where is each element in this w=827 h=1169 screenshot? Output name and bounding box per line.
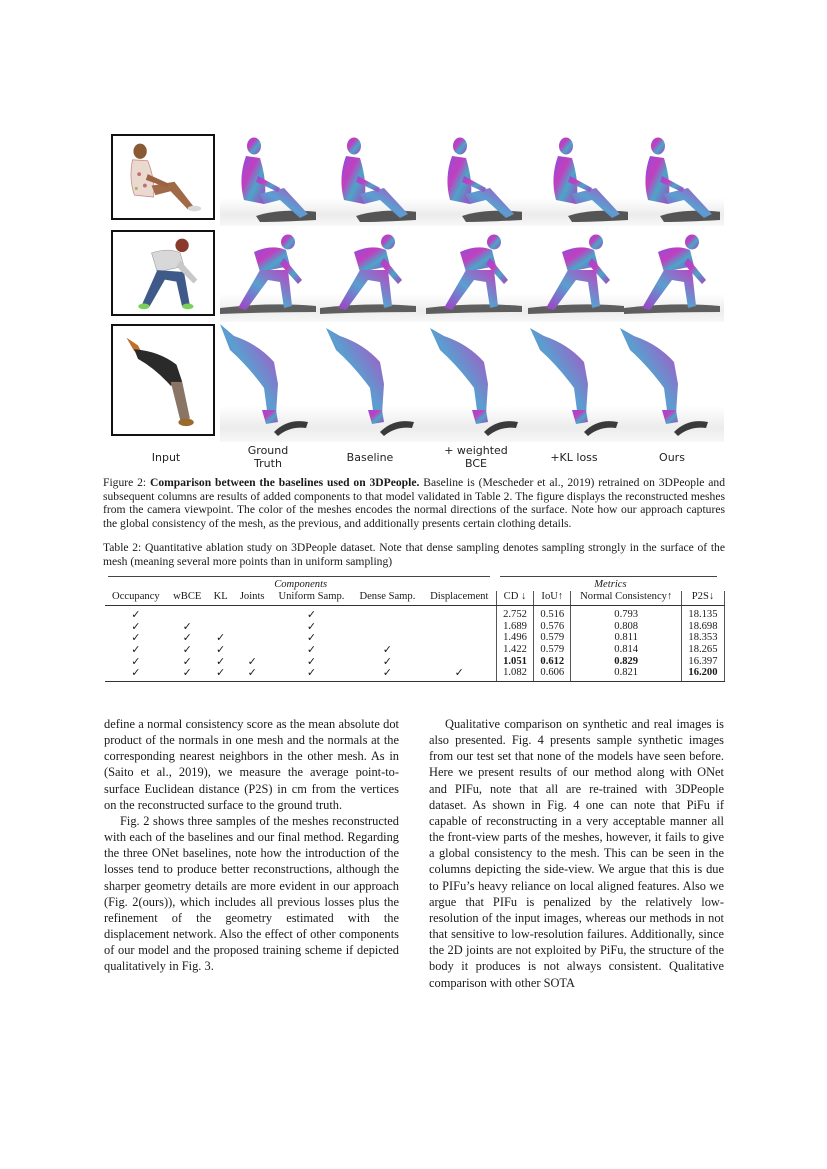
mesh-weighted-bce-sitting <box>426 132 522 226</box>
check-icon: ✓ <box>182 619 192 633</box>
mesh-ground-truth-sitting <box>220 132 316 226</box>
metric-cell: 1.082 <box>496 667 533 681</box>
mesh-ground-truth-diving <box>218 322 314 442</box>
input-image-sitting <box>111 134 215 220</box>
empty-cell <box>352 606 423 621</box>
check-icon: ✓ <box>216 642 226 656</box>
column-header: Normal Consistency↑ <box>571 591 681 606</box>
metric-cell: 1.051 <box>496 656 533 668</box>
check-icon: ✓ <box>131 608 141 622</box>
check-icon: ✓ <box>131 631 141 645</box>
table-row <box>105 621 725 633</box>
check-icon: ✓ <box>306 654 317 668</box>
column-header: CD ↓ <box>496 591 533 606</box>
figure-row-crouching <box>108 228 724 322</box>
metric-cell: 1.689 <box>496 621 533 633</box>
metric-cell: 0.579 <box>534 644 571 656</box>
body-left-column <box>104 716 399 975</box>
figure-2 <box>108 132 724 472</box>
label-ours: Ours <box>659 451 685 464</box>
paragraph: Qualitative comparison on synthetic and real images is also presented. Fig. 4 presents sample synthetic images from our test set that none of the models have seen before. Here we present results of our method along with ONet and PIFu, note that all are re-trained with 3DPeople dataset. As shown in Fig. 4 one can note that PiFu if capable of reconstructing in a very acceptable manner all the front-view parts of the meshes, however, it fails to give a global consistency to the mesh. This can be seen in the columns depicting the side-view. We argue that this is due to PIFu’s heavy reliance on local aligned features. Also we argue that PIFu is penalized by the relatively low-resolution of the input images, whereas our methods in not that sensitive to low-resolution failures. Additionally, since the 2D joints are not exploited by PiFu, the structure of the body it produces is not always consistent. Qualitative comparison with other SOTA <box>429 717 724 990</box>
table-row <box>105 606 725 621</box>
metric-cell: 18.353 <box>681 632 724 644</box>
check-icon: ✓ <box>382 642 393 656</box>
check-icon: ✓ <box>306 642 317 656</box>
check-icon: ✓ <box>216 654 226 668</box>
table-row <box>105 632 725 644</box>
figure-caption: Figure 2: Comparison between the baselines used on 3DPeople. Baseline is (Mescheder et al., 2019) retrained on 3DPeople and subsequent columns are results of added components to that model validated in Table 2. The figure displays the reconstructed meshes from the camera viewpoint. The color of the meshes encodes the normal directions of the surface. Note how our approach captures the global consistency of the mesh, as the previous, and additionally presents certain clothing details. <box>103 476 726 530</box>
mesh-baseline-sitting <box>320 132 416 226</box>
empty-cell <box>234 606 271 621</box>
metric-cell: 0.821 <box>571 667 681 681</box>
label-input: Input <box>151 451 181 464</box>
metric-cell: 1.496 <box>496 632 533 644</box>
check-icon: ✓ <box>352 667 423 681</box>
metric-cell: 0.606 <box>534 667 571 681</box>
metric-cell: 16.200 <box>681 667 724 681</box>
metric-cell: 0.516 <box>534 606 571 621</box>
group-header-components: Components <box>274 579 328 590</box>
empty-cell <box>167 606 208 621</box>
ablation-table <box>105 576 725 682</box>
mesh-kl-loss-diving <box>528 322 624 442</box>
metric-cell: 0.808 <box>571 621 681 633</box>
metric-cell: 0.576 <box>534 621 571 633</box>
mesh-ours-sitting <box>624 132 720 226</box>
table-row <box>105 644 725 656</box>
check-icon: ✓ <box>423 667 497 681</box>
mesh-baseline-crouching <box>320 228 416 322</box>
body-right-column <box>429 716 724 991</box>
column-header: Joints <box>234 591 271 606</box>
column-header: Uniform Samp. <box>271 591 352 606</box>
check-icon: ✓ <box>271 667 352 681</box>
metric-cell: 0.612 <box>534 656 571 668</box>
empty-cell <box>234 621 271 633</box>
figure-row-sitting <box>108 132 724 226</box>
empty-cell <box>423 621 497 633</box>
mesh-weighted-bce-crouching <box>426 228 522 322</box>
check-icon: ✓ <box>382 654 393 668</box>
column-header: Occupancy <box>105 591 167 606</box>
check-icon: ✓ <box>182 642 192 656</box>
check-icon: ✓ <box>234 667 271 681</box>
check-icon: ✓ <box>247 654 257 668</box>
figure-column-labels <box>108 444 724 474</box>
group-header-metrics: Metrics <box>594 579 627 590</box>
check-icon: ✓ <box>131 642 141 656</box>
metric-cell: 18.698 <box>681 621 724 633</box>
metric-cell: 0.829 <box>571 656 681 668</box>
check-icon: ✓ <box>208 667 234 681</box>
mesh-baseline-diving <box>324 322 420 442</box>
label-kl-loss: +KL loss <box>550 451 598 464</box>
empty-cell <box>423 644 497 656</box>
empty-cell <box>208 606 234 621</box>
empty-cell <box>423 632 497 644</box>
figure-row-diving <box>108 322 724 442</box>
check-icon: ✓ <box>306 631 317 645</box>
check-icon: ✓ <box>306 619 317 633</box>
input-image-crouching <box>111 230 215 316</box>
label-ground-truth: Ground Truth <box>247 444 289 470</box>
check-icon: ✓ <box>105 667 167 681</box>
metric-cell: 0.814 <box>571 644 681 656</box>
table-row <box>105 656 725 668</box>
metric-cell: 0.793 <box>571 606 681 621</box>
mesh-kl-loss-sitting <box>532 132 628 226</box>
paragraph: define a normal consistency score as the mean absolute dot product of the normals in one mesh and the normals at the corresponding nearest neighbors in the other mesh. As in (Saito et al., 2019), we measure the average point-to-surface Euclidean distance (P2S) in cm from the vertices on the reconstructed surface to the ground truth. <box>104 717 399 812</box>
metric-cell: 1.422 <box>496 644 533 656</box>
metric-cell: 2.752 <box>496 606 533 621</box>
label-weighted-bce: + weighted BCE <box>444 444 508 470</box>
column-header: Dense Samp. <box>352 591 423 606</box>
empty-cell <box>234 632 271 644</box>
mesh-ours-diving <box>618 322 714 442</box>
table-caption: Table 2: Quantitative ablation study on 3DPeople dataset. Note that dense sampling denotes sampling strongly in the surface of the mesh (meaning several more points than in uniform sampling) <box>103 541 726 568</box>
column-header: IoU↑ <box>534 591 571 606</box>
column-header: KL <box>208 591 234 606</box>
column-header: P2S↓ <box>681 591 724 606</box>
check-icon: ✓ <box>306 608 317 622</box>
metric-cell: 18.265 <box>681 644 724 656</box>
check-icon: ✓ <box>182 654 192 668</box>
check-icon: ✓ <box>182 631 192 645</box>
column-header: Displacement <box>423 591 497 606</box>
metric-cell: 18.135 <box>681 606 724 621</box>
check-icon: ✓ <box>131 654 141 668</box>
empty-cell <box>423 606 497 621</box>
mesh-weighted-bce-diving <box>428 322 524 442</box>
metric-cell: 0.579 <box>534 632 571 644</box>
table-row <box>105 667 725 681</box>
metric-cell: 0.811 <box>571 632 681 644</box>
column-header: wBCE <box>167 591 208 606</box>
check-icon: ✓ <box>167 667 208 681</box>
mesh-ground-truth-crouching <box>220 228 316 322</box>
paragraph: Fig. 2 shows three samples of the meshes reconstructed with each of the baselines and our final method. Regarding the three ONet baselines, note how the introduction of the losses tend to produce better reconstructions, although the sharper geometry details are more evident in our approach (Fig. 2(ours)), which includes all previous losses plus the refinement of the geometry estimated with the displacement network. Also the effect of other components of our model and the proposed training scheme if depicted qualitatively in Fig. 3. <box>104 813 399 974</box>
metric-cell: 16.397 <box>681 656 724 668</box>
empty-cell <box>352 621 423 633</box>
mesh-kl-loss-crouching <box>528 228 624 322</box>
input-image-diving <box>111 324 215 436</box>
empty-cell <box>234 644 271 656</box>
label-baseline: Baseline <box>346 451 394 464</box>
check-icon: ✓ <box>216 631 226 645</box>
check-icon: ✓ <box>131 619 141 633</box>
mesh-ours-crouching <box>624 228 720 322</box>
